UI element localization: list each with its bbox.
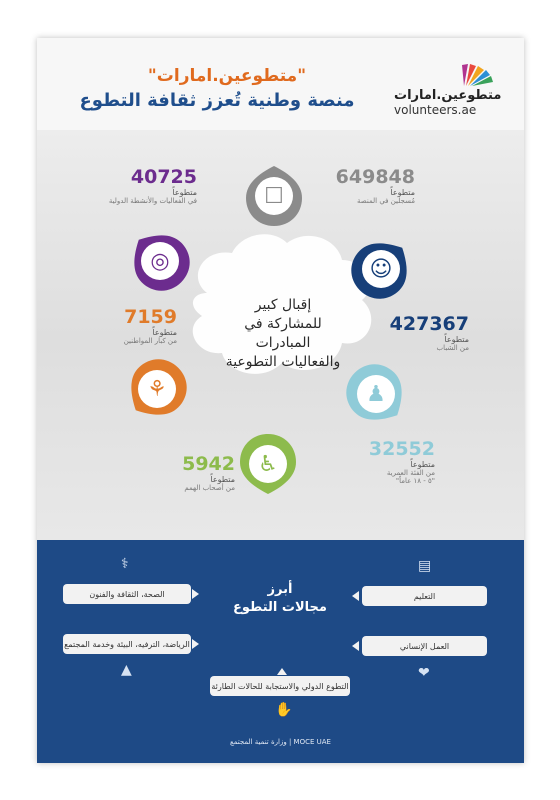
stat-label: متطوعاً bbox=[210, 475, 235, 484]
infographic-poster bbox=[37, 38, 524, 763]
logo-english: volunteers.ae bbox=[394, 103, 477, 117]
elderly-icon: ⚘ bbox=[147, 376, 167, 402]
stat-label: متطوعاً bbox=[152, 328, 177, 337]
wheelchair-icon: ♿ bbox=[258, 451, 278, 477]
area-international-emergency: التطوع الدولي والاستجابة للحالات الطارئة bbox=[210, 676, 350, 696]
hand-icon: ✋ bbox=[275, 702, 293, 718]
title-line2: منصة وطنية تُعزز ثقافة التطوع bbox=[79, 90, 355, 111]
sneaker-icon: ▲ bbox=[121, 662, 132, 678]
volunteering-areas bbox=[37, 540, 524, 763]
pin-registered bbox=[243, 165, 305, 227]
footer: MOCE UAE | وزارة تنمية المجتمع bbox=[230, 738, 331, 746]
title-line1: "متطوعين.امارات" bbox=[147, 66, 307, 86]
hands-icon: ❤ bbox=[418, 665, 430, 681]
stat-international bbox=[87, 166, 197, 205]
areas-title-line2: مجالات التطوع bbox=[233, 600, 327, 615]
stat-disabilities bbox=[165, 453, 235, 492]
stat-desc: مُسجلين في المنصة bbox=[357, 197, 415, 205]
stat-youth bbox=[389, 313, 469, 352]
arrow-left bbox=[352, 641, 359, 651]
book-icon: ▤ bbox=[418, 558, 432, 574]
areas-title-line1: أبرز bbox=[267, 582, 293, 597]
stat-desc-age: "٥ - ١٨ عاماً" bbox=[395, 477, 435, 485]
center-line1: إقبال كبير bbox=[254, 297, 312, 313]
clipboard-icon: ☐ bbox=[264, 183, 284, 209]
center-line3: والفعاليات التطوعية bbox=[225, 354, 341, 370]
arrow-up bbox=[277, 668, 287, 675]
area-humanitarian: العمل الإنساني bbox=[362, 636, 487, 656]
pin-disabilities bbox=[237, 433, 299, 495]
stat-number: 40725 bbox=[130, 166, 197, 188]
stat-desc: من الشباب bbox=[436, 344, 469, 352]
area-education: التعليم bbox=[362, 586, 487, 606]
center-text bbox=[220, 296, 346, 372]
stat-label: متطوعاً bbox=[410, 460, 435, 469]
group-icon: ☺ bbox=[369, 256, 393, 282]
area-health-culture: الصحة، الثقافة والفنون bbox=[63, 584, 191, 604]
children-icon: ♟ bbox=[366, 381, 386, 407]
stat-desc: في الفعاليات والأنشطة الدولية bbox=[108, 197, 197, 205]
stat-desc: من الفئة العمرية bbox=[386, 469, 435, 477]
pin-youth bbox=[350, 238, 412, 300]
stat-label: متطوعاً bbox=[172, 188, 197, 197]
arrow-right bbox=[192, 589, 199, 599]
stat-number: 427367 bbox=[389, 313, 469, 335]
stat-number: 649848 bbox=[335, 166, 415, 188]
stat-number: 5942 bbox=[182, 453, 235, 475]
area-sports-environment: الرياضة، الترفيه، البيئة وخدمة المجتمع bbox=[63, 634, 191, 654]
stat-registered bbox=[315, 166, 415, 205]
areas-title bbox=[210, 581, 350, 617]
stat-number: 32552 bbox=[368, 438, 435, 460]
stat-label: متطوعاً bbox=[444, 335, 469, 344]
logo-arabic: متطوعين.امارات bbox=[394, 88, 502, 103]
stat-children bbox=[355, 438, 435, 485]
globe-icon: ◎ bbox=[150, 248, 170, 274]
stethoscope-icon: ⚕ bbox=[121, 556, 129, 572]
pin-seniors bbox=[126, 358, 188, 420]
arrow-right bbox=[192, 639, 199, 649]
stat-desc: من أصحاب الهمم bbox=[184, 484, 235, 492]
arrow-left bbox=[352, 591, 359, 601]
stat-seniors bbox=[97, 306, 177, 345]
pin-international bbox=[129, 230, 191, 292]
stat-desc: من كبار المواطنين bbox=[123, 337, 177, 345]
center-line2: للمشاركة في المبادرات bbox=[244, 316, 322, 351]
stat-label: متطوعاً bbox=[390, 188, 415, 197]
pin-children bbox=[345, 363, 407, 425]
stat-number: 7159 bbox=[124, 306, 177, 328]
